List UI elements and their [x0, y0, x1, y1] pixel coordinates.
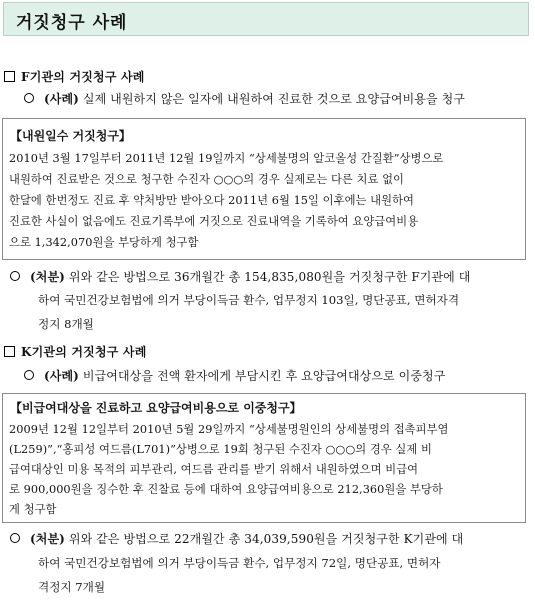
case-text: 실제 내원하지 않은 일자에 내원하여 진료한 것으로 요양급여비용을 청구: [82, 92, 465, 106]
box-line: 게 청구함: [9, 503, 57, 516]
case-label: (사례): [44, 369, 79, 383]
box-line: 으로 1,342,070원을 부당하게 청구함: [9, 236, 199, 249]
case-line-f: [24, 90, 465, 107]
section-heading-f: [4, 68, 145, 85]
case-line-k: [24, 367, 445, 384]
title-banner: [3, 2, 529, 36]
box-title: 【내원일수 거짓청구】: [10, 129, 131, 143]
circle-bullet-icon: [24, 370, 34, 380]
box-line: (L259)”,“홍피성 여드름(L701)”상병으로 19회 청구된 수진자 ○○○의 경우 실제 비: [9, 443, 432, 456]
disposition-label: (처분): [30, 270, 65, 284]
page-title: 거짓청구 사례: [16, 13, 128, 33]
circle-bullet-icon: [24, 93, 34, 103]
disposition-line: 하여 국민건강보험법에 의거 부당이득금 환수, 업무정지 103일, 명단공표, 면허자격: [38, 293, 460, 307]
disposition-text: 위와 같은 방법으로 22개월간 총 34,039,590원을 거짓청구한 K기관에 대: [68, 532, 464, 546]
box-line: 내원하여 진료받은 것으로 청구한 수진자 ○○○의 경우 실제로는 다른 치료 없이: [9, 173, 405, 186]
disposition-line-f: [10, 268, 470, 285]
circle-bullet-icon: [10, 271, 20, 281]
box-line: 급여대상인 미용 목적의 피부관리, 여드름 관리를 받기 위해서 내원하였으며 비급여: [9, 463, 419, 476]
box-line: 2010년 3월 17일부터 2011년 12월 19일까지 “상세불명의 알코올성 간질환”상병으로: [9, 152, 444, 165]
box-line: 진료한 사실이 없음에도 진료기록부에 거짓으로 진료내역을 기록하여 요양급여비용: [9, 215, 419, 228]
box-line: 한달에 한번정도 진료 후 약처방만 받아오다 2011년 6월 15일 이후에는 내원하여: [9, 194, 414, 207]
case-detail-box-f: [2, 118, 526, 260]
disposition-label: (처분): [30, 532, 65, 546]
section-heading-text: F기관의 거짓청구 사례: [21, 70, 145, 84]
box-line: 로 900,000원을 징수한 후 진찰료 등에 대하여 요양급여비용으로 212,360원을 부당하: [9, 483, 443, 496]
square-bullet-icon: [4, 71, 15, 82]
case-detail-box-k: [2, 393, 526, 523]
box-title: 【비급여대상을 진료하고 요양급여비용으로 이중청구】: [10, 401, 302, 415]
disposition-text: 위와 같은 방법으로 36개월간 총 154,835,080원을 거짓청구한 F기관에 대: [68, 270, 471, 284]
disposition-line: 정지 8개월: [38, 317, 94, 331]
disposition-line: 하여 국민건강보험법에 의거 부당이득금 환수, 업무정지 72일, 명단공표, 면허자: [38, 556, 441, 570]
circle-bullet-icon: [10, 533, 20, 543]
section-heading-text: K기관의 거짓청구 사례: [21, 345, 147, 359]
section-heading-k: [4, 343, 147, 360]
case-text: 비급여대상을 전액 환자에게 부담시킨 후 요양급여대상으로 이중청구: [82, 369, 446, 383]
square-bullet-icon: [4, 346, 15, 357]
case-label: (사례): [44, 92, 79, 106]
box-line: 2009년 12월 12일부터 2010년 5월 29일까지 “상세불명원인의 상세불명의 접촉피부염: [9, 423, 449, 436]
disposition-line-k: [10, 530, 463, 547]
disposition-line: 격정지 7개월: [38, 580, 106, 594]
